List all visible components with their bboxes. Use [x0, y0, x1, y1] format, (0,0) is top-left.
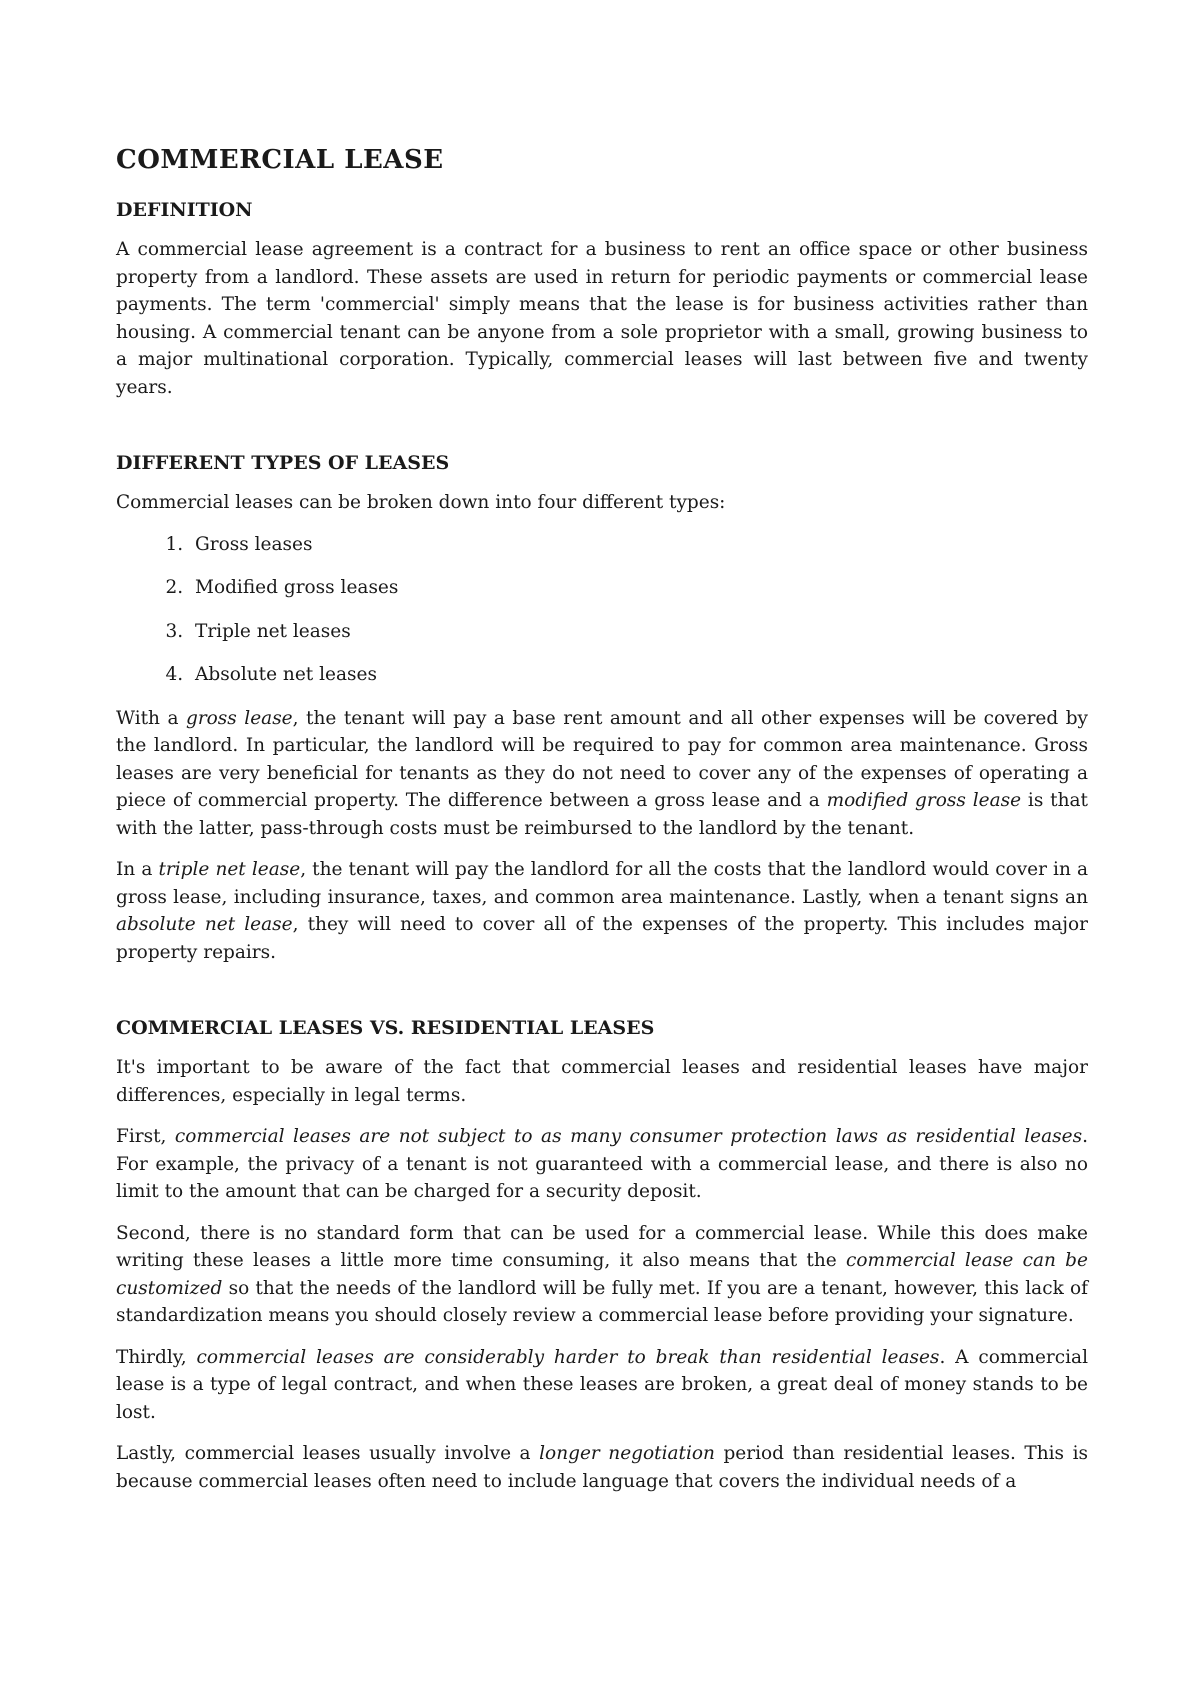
- first-difference-paragraph: [116, 1123, 1088, 1206]
- definition-heading: DEFINITION: [116, 199, 253, 221]
- text-run: , they will need to cover all of the expenses of the property. This includes major property repairs.: [116, 914, 1088, 963]
- text-run: In a: [116, 859, 159, 880]
- text-run: . For example, the privacy of a tenant is not guaranteed with a commercial lease, and there is also no limit to the amount that can be charged for a security deposit.: [116, 1126, 1088, 1202]
- list-item: 1. Gross leases: [189, 531, 1088, 559]
- text-run: Lastly, commercial leases usually involve a: [116, 1443, 540, 1464]
- emphasis-gross-lease: gross lease: [185, 707, 293, 729]
- list-item: 2. Modified gross leases: [189, 574, 1088, 602]
- document-title: COMMERCIAL LEASE: [116, 145, 444, 175]
- second-difference-paragraph: [116, 1220, 1088, 1330]
- document-page: [116, 138, 1088, 1509]
- section-spacer: [116, 980, 1088, 1012]
- text-run: so that the needs of the landlord will be fully met. If you are a tenant, however, this lack of standardization means you should closely review a commercial lease before providing your signature.: [116, 1277, 1088, 1326]
- versus-heading: COMMERCIAL LEASES VS. RESIDENTIAL LEASES: [116, 1017, 655, 1039]
- emphasis-text: commercial lease can be customized: [116, 1250, 1088, 1299]
- list-item: 3. Triple net leases: [189, 618, 1088, 646]
- versus-intro-paragraph: It's important to be aware of the fact that commercial leases and residential leases have major differences, especially in legal terms.: [116, 1057, 1088, 1106]
- types-heading: DIFFERENT TYPES OF LEASES: [116, 452, 450, 474]
- text-run: With a: [116, 707, 186, 729]
- text-run: . A commercial lease is a type of legal contract, and when these leases are broken, a great deal of money stands to be lost.: [116, 1346, 1089, 1423]
- text-run: Thirdly,: [116, 1346, 197, 1368]
- text-run: , the tenant will pay a base rent amount and all other expenses will be covered by the landlord. In particular, the landlord will be required to pay for common area maintenance. Gross leases are very beneficial for tenants as they do not need to cover any of the expenses of operating a piece of commercial property. The difference between a gross lease and a: [116, 707, 1089, 811]
- text-run: period than residential leases. This is because commercial leases often need to include language that covers the individual needs of a: [116, 1443, 1088, 1492]
- definition-paragraph: A commercial lease agreement is a contract for a business to rent an office space or other business property from a landlord. These assets are used in return for periodic payments or commercial lease payments. The term 'commercial' simply means that the lease is for business activities rather than housing. A commercial tenant can be anyone from a sole proprietor with a small, growing business to a major multinational corporation. Typically, commercial leases will last between five and twenty years.: [116, 239, 1088, 398]
- types-intro: Commercial leases can be broken down into four different types:: [116, 492, 726, 513]
- emphasis-text: commercial leases are not subject to as many consumer protection laws as residential leases: [174, 1126, 1083, 1147]
- gross-lease-paragraph: [116, 705, 1088, 843]
- emphasis-triple-net-lease: triple net lease: [158, 859, 301, 880]
- emphasis-modified-gross-lease: modified gross lease: [826, 790, 1022, 811]
- list-item: 4. Absolute net leases: [189, 661, 1088, 689]
- lease-types-list: [116, 531, 1088, 689]
- emphasis-text: commercial leases are considerably harder to break than residential leases: [196, 1346, 940, 1368]
- section-spacer: [116, 415, 1088, 447]
- third-difference-paragraph: [116, 1344, 1088, 1427]
- text-run: Second, there is no standard form that can be used for a commercial lease. While this does make writing these leases a little more time consuming, it also means that the: [116, 1222, 1088, 1271]
- text-run: First,: [116, 1126, 175, 1147]
- fourth-difference-paragraph: [116, 1440, 1088, 1495]
- emphasis-text: longer negotiation: [539, 1443, 715, 1464]
- net-lease-paragraph: [116, 856, 1088, 966]
- text-run: , the tenant will pay the landlord for all the costs that the landlord would cover in a gross lease, including insurance, taxes, and common area maintenance. Lastly, when a tenant signs an: [116, 859, 1088, 908]
- emphasis-absolute-net-lease: absolute net lease: [116, 914, 293, 935]
- text-run: is that with the latter, pass-through costs must be reimbursed to the landlord by the tenant.: [116, 790, 1088, 839]
